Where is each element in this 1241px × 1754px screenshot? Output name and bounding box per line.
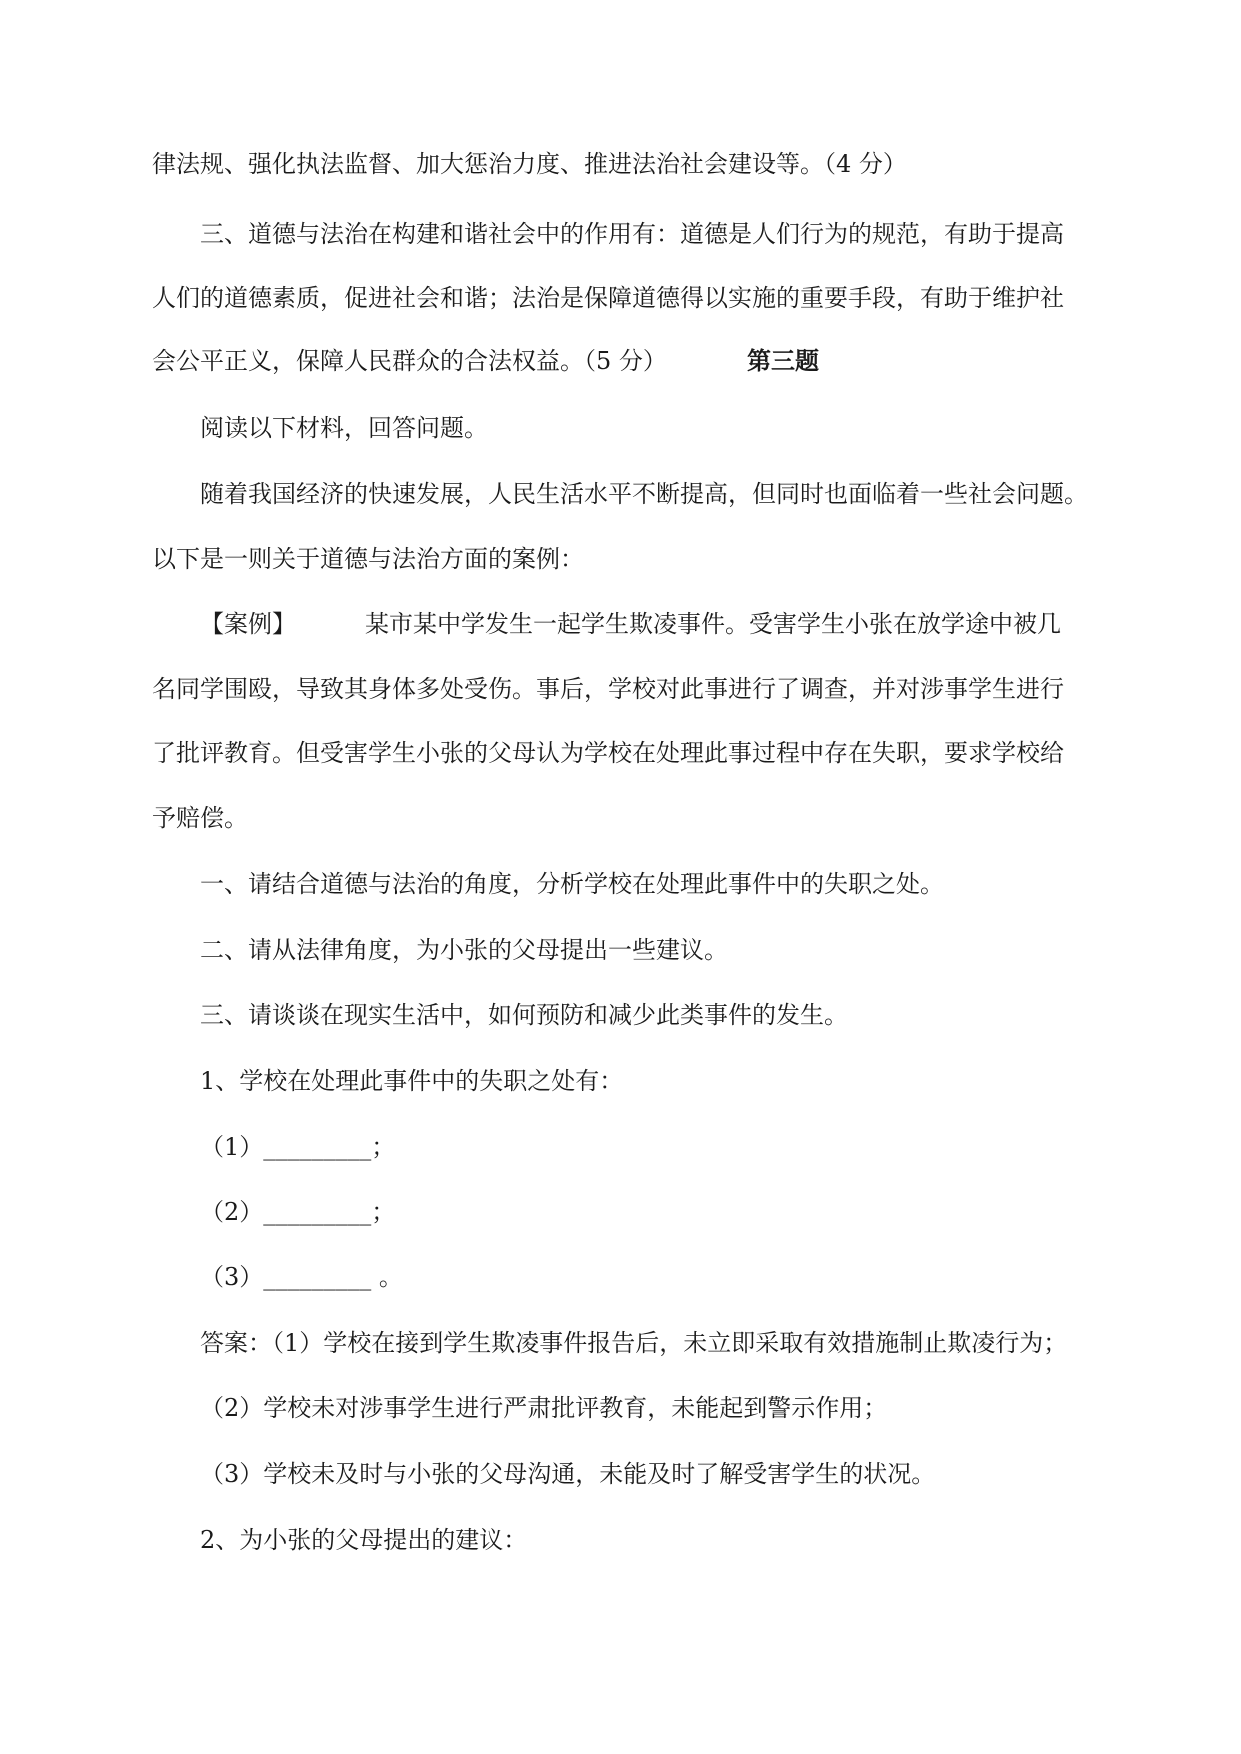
paragraph-line: 予赔偿。 [152, 804, 248, 832]
paragraph-line: 以下是一则关于道德与法治方面的案例： [152, 545, 584, 573]
paragraph-line: 会公平正义，保障人民群众的合法权益。（5 分） [152, 347, 667, 375]
paragraph-line: 随着我国经济的快速发展，人民生活水平不断提高，但同时也面临着一些社会问题。 [200, 480, 1088, 508]
answer-line: （2）学校未对涉事学生进行严肃批评教育，未能起到警示作用； [200, 1394, 888, 1422]
question-line: 一、请结合道德与法治的角度，分析学校在处理此事件中的失职之处。 [200, 870, 944, 898]
answer-heading: 2、为小张的父母提出的建议： [200, 1526, 528, 1554]
paragraph-line: 阅读以下材料，回答问题。 [200, 414, 488, 442]
question-line: 三、请谈谈在现实生活中，如何预防和减少此类事件的发生。 [200, 1001, 848, 1029]
question-line: 二、请从法律角度，为小张的父母提出一些建议。 [200, 936, 728, 964]
blank-line: （1）_________； [200, 1133, 396, 1161]
paragraph-line: 某市某中学发生一起学生欺凌事件。受害学生小张在放学途中被几 [365, 610, 1061, 638]
section-heading: 第三题 [747, 346, 819, 375]
paragraph-line: 人们的道德素质，促进社会和谐；法治是保障道德得以实施的重要手段，有助于维护社 [152, 284, 1064, 312]
paragraph-line: 了批评教育。但受害学生小张的父母认为学校在处理此事过程中存在失职，要求学校给 [152, 739, 1064, 767]
paragraph-line: 名同学围殴，导致其身体多处受伤。事后，学校对此事进行了调查，并对涉事学生进行 [152, 675, 1064, 703]
answer-line: 答案：（1）学校在接到学生欺凌事件报告后，未立即采取有效措施制止欺凌行为； [200, 1329, 1068, 1357]
paragraph-line: 三、道德与法治在构建和谐社会中的作用有：道德是人们行为的规范，有助于提高 [200, 220, 1064, 248]
paragraph-line: 律法规、强化执法监督、加大惩治力度、推进法治社会建设等。（4 分） [152, 150, 907, 178]
answer-heading: 1、学校在处理此事件中的失职之处有： [200, 1067, 624, 1095]
answer-line: （3）学校未及时与小张的父母沟通，未能及时了解受害学生的状况。 [200, 1460, 936, 1488]
case-label: 【案例】 [200, 610, 296, 638]
blank-line: （2）_________； [200, 1198, 396, 1226]
blank-line: （3）_________ 。 [200, 1263, 403, 1291]
